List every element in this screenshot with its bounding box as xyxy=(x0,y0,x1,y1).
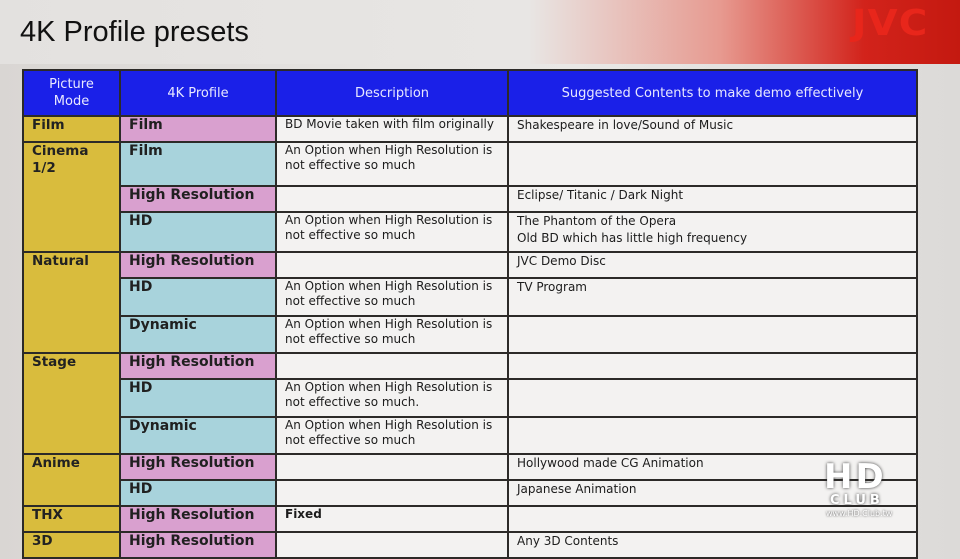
description-cell xyxy=(276,480,508,506)
suggested-cell xyxy=(508,142,917,186)
watermark-url: www.HD.Club.tw xyxy=(826,509,893,518)
profile-cell: High Resolution xyxy=(120,252,276,278)
suggested-cell xyxy=(508,417,917,454)
description-cell: An Option when High Resolution is not effective so much. xyxy=(276,379,508,417)
table-row xyxy=(23,116,917,142)
table-row xyxy=(23,252,917,278)
description-cell: An Option when High Resolution is not effective so much xyxy=(276,278,508,316)
header-4k-profile: 4K Profile xyxy=(120,70,276,116)
profile-cell: Dynamic xyxy=(120,417,276,454)
mode-cell: Film xyxy=(23,116,120,142)
suggested-cell: TV Program xyxy=(508,278,917,316)
table-row xyxy=(23,353,917,379)
table-row xyxy=(23,142,917,186)
jvc-logo: JVC xyxy=(852,3,929,44)
mode-cell: Stage xyxy=(23,353,120,454)
description-cell: BD Movie taken with film originally xyxy=(276,116,508,142)
suggested-cell xyxy=(508,379,917,417)
description-cell: An Option when High Resolution is not effective so much xyxy=(276,417,508,454)
profile-cell: HD xyxy=(120,278,276,316)
table-row xyxy=(23,212,917,252)
suggested-cell xyxy=(508,316,917,353)
profile-cell: Dynamic xyxy=(120,316,276,353)
description-cell xyxy=(276,454,508,480)
description-cell xyxy=(276,186,508,212)
suggested-cell xyxy=(508,353,917,379)
header-description: Description xyxy=(276,70,508,116)
profile-cell: Film xyxy=(120,142,276,186)
suggested-cell: Eclipse/ Titanic / Dark Night xyxy=(508,186,917,212)
description-cell: An Option when High Resolution is not effective so much xyxy=(276,142,508,186)
description-cell: Fixed xyxy=(276,506,508,532)
table-row xyxy=(23,186,917,212)
header-suggested-contents: Suggested Contents to make demo effectively xyxy=(508,70,917,116)
table-row xyxy=(23,278,917,316)
profile-cell: High Resolution xyxy=(120,353,276,379)
watermark-subtext: CLUB xyxy=(830,493,884,508)
hdclub-watermark xyxy=(822,455,912,520)
profile-cell: High Resolution xyxy=(120,186,276,212)
mode-cell: THX xyxy=(23,506,120,532)
table-header-row xyxy=(23,70,917,116)
profile-cell: Film xyxy=(120,116,276,142)
watermark-logo: HD xyxy=(824,457,887,497)
suggested-cell: Japanese Animation xyxy=(508,480,917,506)
slide-title: 4K Profile presets xyxy=(20,16,249,48)
mode-cell: 3D xyxy=(23,532,120,558)
mode-cell: Natural xyxy=(23,252,120,353)
description-cell xyxy=(276,353,508,379)
mode-cell: Cinema 1/2 xyxy=(23,142,120,252)
description-cell xyxy=(276,532,508,558)
profile-cell: HD xyxy=(120,480,276,506)
suggested-cell: Hollywood made CG Animation xyxy=(508,454,917,480)
profile-cell: High Resolution xyxy=(120,532,276,558)
profile-cell: High Resolution xyxy=(120,454,276,480)
suggested-cell: JVC Demo Disc xyxy=(508,252,917,278)
suggested-cell: Shakespeare in love/Sound of Music xyxy=(508,116,917,142)
table-row xyxy=(23,417,917,454)
table-row xyxy=(23,480,917,506)
profile-cell: HD xyxy=(120,379,276,417)
description-cell xyxy=(276,252,508,278)
mode-cell: Anime xyxy=(23,454,120,506)
table-row xyxy=(23,506,917,532)
table-row xyxy=(23,379,917,417)
table-row xyxy=(23,316,917,353)
profile-cell: High Resolution xyxy=(120,506,276,532)
profile-presets-table xyxy=(22,69,918,559)
table-row xyxy=(23,454,917,480)
suggested-cell: Any 3D Contents xyxy=(508,532,917,558)
description-cell: An Option when High Resolution is not effective so much xyxy=(276,316,508,353)
description-cell: An Option when High Resolution is not effective so much xyxy=(276,212,508,252)
suggested-line: The Phantom of the Opera xyxy=(517,214,677,228)
profile-cell: HD xyxy=(120,212,276,252)
table-row xyxy=(23,532,917,558)
suggested-line: Old BD which has little high frequency xyxy=(517,231,748,245)
header-picture-mode: Picture Mode xyxy=(23,70,120,116)
suggested-cell xyxy=(508,212,917,252)
